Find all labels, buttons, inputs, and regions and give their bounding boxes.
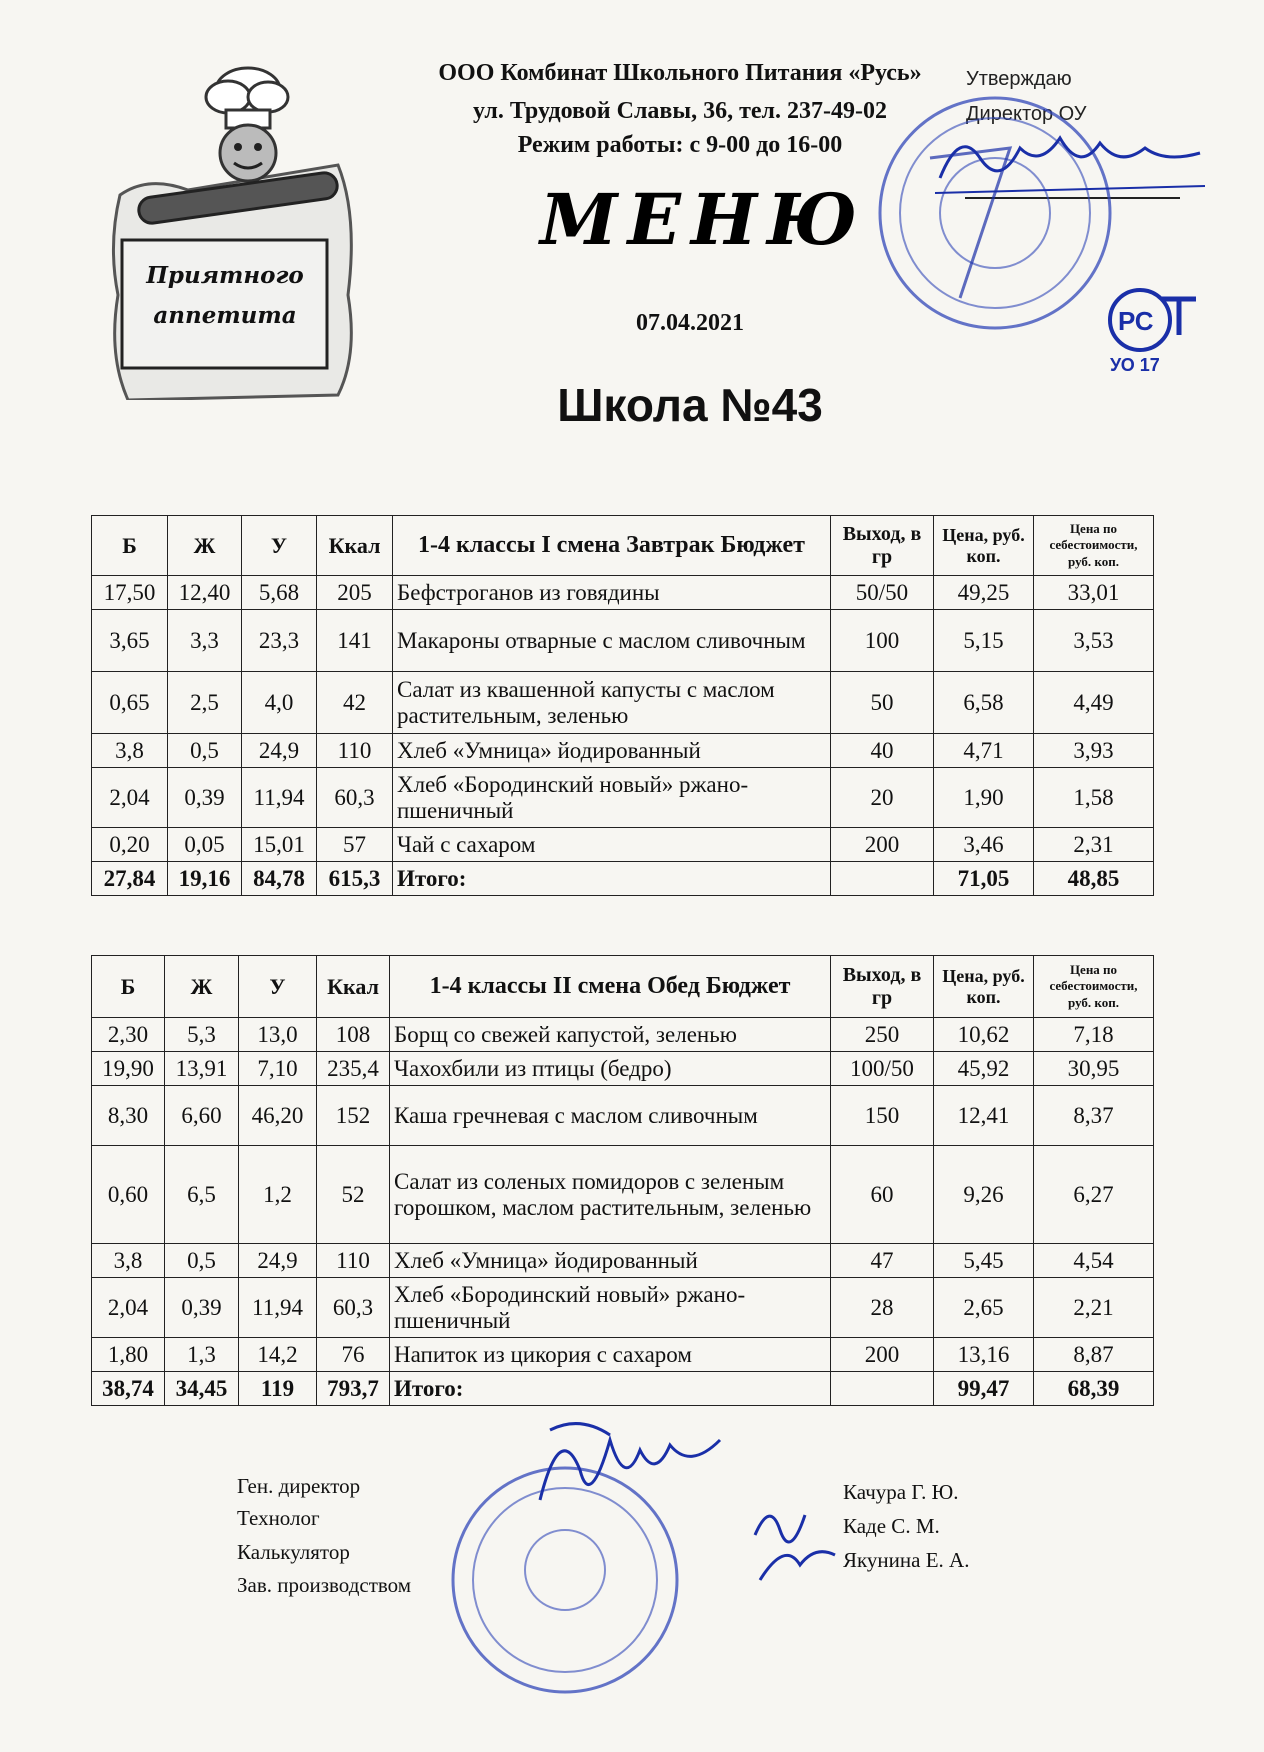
signer-name-3: Якунина Е. А. (843, 1548, 970, 1572)
menu-table-breakfast (91, 515, 1154, 896)
cell-price: 2,65 (934, 1278, 1034, 1338)
cell-price: 3,46 (934, 828, 1034, 862)
cell-protein: 19,90 (92, 1052, 165, 1086)
cell-cost-price: 4,49 (1034, 672, 1154, 734)
cell-price: 1,90 (934, 768, 1034, 828)
cell-cost-price: 8,87 (1034, 1338, 1154, 1372)
cell-yield: 200 (831, 828, 934, 862)
table-row (92, 1052, 1154, 1086)
cell-yield: 20 (831, 768, 934, 828)
table-row (92, 1086, 1154, 1146)
total-kcal: 793,7 (317, 1372, 390, 1406)
total-yield (831, 1372, 934, 1406)
director-signature (930, 118, 1210, 208)
col-header-kcal: Ккал (317, 516, 393, 576)
cell-yield: 100 (831, 610, 934, 672)
company-name: ООО Комбинат Школьного Питания «Русь» (438, 60, 922, 86)
cell-protein: 2,30 (92, 1018, 165, 1052)
col-header-cost-price: Цена по себестоимости, руб. коп. (1034, 956, 1154, 1018)
col-header-carbs: У (242, 516, 317, 576)
cell-cost-price: 30,95 (1034, 1052, 1154, 1086)
cell-dish: Хлеб «Умница» йодированный (390, 1244, 831, 1278)
cell-price: 49,25 (934, 576, 1034, 610)
cell-fat: 0,05 (168, 828, 242, 862)
cell-kcal: 57 (317, 828, 393, 862)
table-row (92, 672, 1154, 734)
signer-role-1: Ген. директор (237, 1474, 361, 1498)
total-protein: 27,84 (92, 862, 168, 896)
signer-role-2: Технолог (237, 1506, 320, 1530)
cell-kcal: 205 (317, 576, 393, 610)
total-fat: 34,45 (165, 1372, 239, 1406)
signer-role-3: Калькулятор (237, 1540, 350, 1564)
cell-kcal: 60,3 (317, 1278, 390, 1338)
cell-kcal: 60,3 (317, 768, 393, 828)
total-row (92, 862, 1154, 896)
cell-fat: 6,60 (165, 1086, 239, 1146)
cell-dish: Чай с сахаром (393, 828, 831, 862)
table-row (92, 1244, 1154, 1278)
signer-name-1: Качура Г. Ю. (843, 1480, 959, 1504)
cell-protein: 3,8 (92, 734, 168, 768)
cell-kcal: 42 (317, 672, 393, 734)
menu-date: 07.04.2021 (636, 310, 744, 336)
company-address: ул. Трудовой Славы, 36, тел. 237-49-02 (472, 98, 888, 124)
table-row (92, 1278, 1154, 1338)
cell-dish: Напиток из цикория с сахаром (390, 1338, 831, 1372)
cell-dish: Салат из соленых помидоров с зеленым горошком, маслом растительным, зеленью (390, 1146, 831, 1244)
cell-dish: Хлеб «Умница» йодированный (393, 734, 831, 768)
cell-protein: 3,65 (92, 610, 168, 672)
cell-fat: 13,91 (165, 1052, 239, 1086)
cell-fat: 1,3 (165, 1338, 239, 1372)
col-header-dish: 1-4 классы I смена Завтрак Бюджет (393, 516, 831, 576)
cell-carbs: 15,01 (242, 828, 317, 862)
cell-protein: 3,8 (92, 1244, 165, 1278)
total-carbs: 84,78 (242, 862, 317, 896)
col-header-fat: Ж (165, 956, 239, 1018)
cell-price: 6,58 (934, 672, 1034, 734)
cell-carbs: 11,94 (239, 1278, 317, 1338)
table-row (92, 610, 1154, 672)
cell-yield: 47 (831, 1244, 934, 1278)
cell-fat: 0,39 (168, 768, 242, 828)
cell-cost-price: 3,93 (1034, 734, 1154, 768)
col-header-price: Цена, руб. коп. (934, 956, 1034, 1018)
col-header-price: Цена, руб. коп. (934, 516, 1034, 576)
total-price: 71,05 (934, 862, 1034, 896)
col-header-cost-price: Цена по себестоимости, руб. коп. (1034, 516, 1154, 576)
cell-fat: 6,5 (165, 1146, 239, 1244)
school-name: Школа №43 (557, 379, 823, 431)
certification-mark-code: УО 17 (1110, 355, 1160, 375)
certification-mark-icon (1100, 285, 1200, 365)
menu-title: МЕНЮ (540, 178, 868, 261)
cell-price: 13,16 (934, 1338, 1034, 1372)
cell-protein: 2,04 (92, 1278, 165, 1338)
col-header-yield: Выход, в гр (831, 956, 934, 1018)
cell-dish: Борщ со свежей капустой, зеленью (390, 1018, 831, 1052)
total-kcal: 615,3 (317, 862, 393, 896)
cell-yield: 50 (831, 672, 934, 734)
cell-price: 5,15 (934, 610, 1034, 672)
cell-carbs: 14,2 (239, 1338, 317, 1372)
total-cost-price: 48,85 (1034, 862, 1154, 896)
table-row (92, 576, 1154, 610)
total-fat: 19,16 (168, 862, 242, 896)
cell-cost-price: 3,53 (1034, 610, 1154, 672)
cell-carbs: 24,9 (239, 1244, 317, 1278)
cell-fat: 0,5 (168, 734, 242, 768)
cell-price: 12,41 (934, 1086, 1034, 1146)
col-header-carbs: У (239, 956, 317, 1018)
table-row (92, 768, 1154, 828)
cell-fat: 3,3 (168, 610, 242, 672)
cell-yield: 250 (831, 1018, 934, 1052)
total-row (92, 1372, 1154, 1406)
cell-yield: 28 (831, 1278, 934, 1338)
signer-role-4: Зав. производством (237, 1573, 412, 1597)
cell-kcal: 76 (317, 1338, 390, 1372)
col-header-protein: Б (92, 516, 168, 576)
cell-carbs: 24,9 (242, 734, 317, 768)
total-yield (831, 862, 934, 896)
cell-protein: 0,65 (92, 672, 168, 734)
logo-text-line-2: аппетита (153, 302, 297, 329)
working-hours: Режим работы: с 9-00 до 16-00 (517, 132, 843, 158)
cell-carbs: 1,2 (239, 1146, 317, 1244)
signer-name-2: Каде С. М. (843, 1514, 940, 1538)
cell-protein: 8,30 (92, 1086, 165, 1146)
cell-kcal: 110 (317, 1244, 390, 1278)
cell-fat: 5,3 (165, 1018, 239, 1052)
cell-cost-price: 2,21 (1034, 1278, 1154, 1338)
cell-protein: 17,50 (92, 576, 168, 610)
cell-carbs: 7,10 (239, 1052, 317, 1086)
cell-kcal: 235,4 (317, 1052, 390, 1086)
total-cost-price: 68,39 (1034, 1372, 1154, 1406)
total-price: 99,47 (934, 1372, 1034, 1406)
total-protein: 38,74 (92, 1372, 165, 1406)
cell-price: 4,71 (934, 734, 1034, 768)
svg-text:РС: РС (1118, 306, 1154, 336)
logo-text-line-1: Приятного (146, 262, 304, 289)
cell-cost-price: 33,01 (1034, 576, 1154, 610)
cell-protein: 1,80 (92, 1338, 165, 1372)
col-header-dish: 1-4 классы II смена Обед Бюджет (390, 956, 831, 1018)
col-header-yield: Выход, в гр (831, 516, 934, 576)
cell-yield: 50/50 (831, 576, 934, 610)
cell-price: 5,45 (934, 1244, 1034, 1278)
cell-fat: 0,5 (165, 1244, 239, 1278)
col-header-protein: Б (92, 956, 165, 1018)
table-header-row (92, 516, 1154, 576)
table-header-row (92, 956, 1154, 1018)
cell-dish: Макароны отварные с маслом сливочным (393, 610, 831, 672)
total-label: Итого: (393, 862, 831, 896)
cell-protein: 0,20 (92, 828, 168, 862)
approve-label: Утверждаю (966, 68, 1072, 90)
cell-cost-price: 4,54 (1034, 1244, 1154, 1278)
cell-fat: 2,5 (168, 672, 242, 734)
approve-role: Директор ОУ (966, 103, 1087, 125)
cell-fat: 12,40 (168, 576, 242, 610)
staff-signatures (745, 1495, 845, 1585)
cell-protein: 0,60 (92, 1146, 165, 1244)
cell-cost-price: 7,18 (1034, 1018, 1154, 1052)
table-row (92, 734, 1154, 768)
cell-dish: Салат из квашенной капусты с маслом растительным, зеленью (393, 672, 831, 734)
menu-table-lunch (91, 955, 1154, 1406)
cell-dish: Бефстроганов из говядины (393, 576, 831, 610)
cell-price: 45,92 (934, 1052, 1034, 1086)
cell-price: 10,62 (934, 1018, 1034, 1052)
cell-cost-price: 6,27 (1034, 1146, 1154, 1244)
cell-yield: 60 (831, 1146, 934, 1244)
cell-price: 9,26 (934, 1146, 1034, 1244)
chef-logo (108, 55, 368, 400)
cell-cost-price: 2,31 (1034, 828, 1154, 862)
cell-cost-price: 8,37 (1034, 1086, 1154, 1146)
table-row (92, 1018, 1154, 1052)
cell-yield: 200 (831, 1338, 934, 1372)
cell-carbs: 23,3 (242, 610, 317, 672)
total-label: Итого: (390, 1372, 831, 1406)
cell-yield: 40 (831, 734, 934, 768)
col-header-kcal: Ккал (317, 956, 390, 1018)
cell-yield: 100/50 (831, 1052, 934, 1086)
col-header-fat: Ж (168, 516, 242, 576)
cell-dish: Каша гречневая с маслом сливочным (390, 1086, 831, 1146)
cell-cost-price: 1,58 (1034, 768, 1154, 828)
cell-carbs: 11,94 (242, 768, 317, 828)
table-row (92, 1146, 1154, 1244)
cell-kcal: 52 (317, 1146, 390, 1244)
cell-kcal: 110 (317, 734, 393, 768)
cell-kcal: 108 (317, 1018, 390, 1052)
cell-dish: Хлеб «Бородинский новый» ржано-пшеничный (393, 768, 831, 828)
cell-carbs: 46,20 (239, 1086, 317, 1146)
cell-yield: 150 (831, 1086, 934, 1146)
gen-director-signature (520, 1410, 730, 1520)
cell-carbs: 13,0 (239, 1018, 317, 1052)
cell-fat: 0,39 (165, 1278, 239, 1338)
cell-protein: 2,04 (92, 768, 168, 828)
cell-carbs: 5,68 (242, 576, 317, 610)
table-row (92, 828, 1154, 862)
cell-kcal: 141 (317, 610, 393, 672)
total-carbs: 119 (239, 1372, 317, 1406)
table-row (92, 1338, 1154, 1372)
cell-dish: Чахохбили из птицы (бедро) (390, 1052, 831, 1086)
cell-dish: Хлеб «Бородинский новый» ржано-пшеничный (390, 1278, 831, 1338)
cell-kcal: 152 (317, 1086, 390, 1146)
cell-carbs: 4,0 (242, 672, 317, 734)
